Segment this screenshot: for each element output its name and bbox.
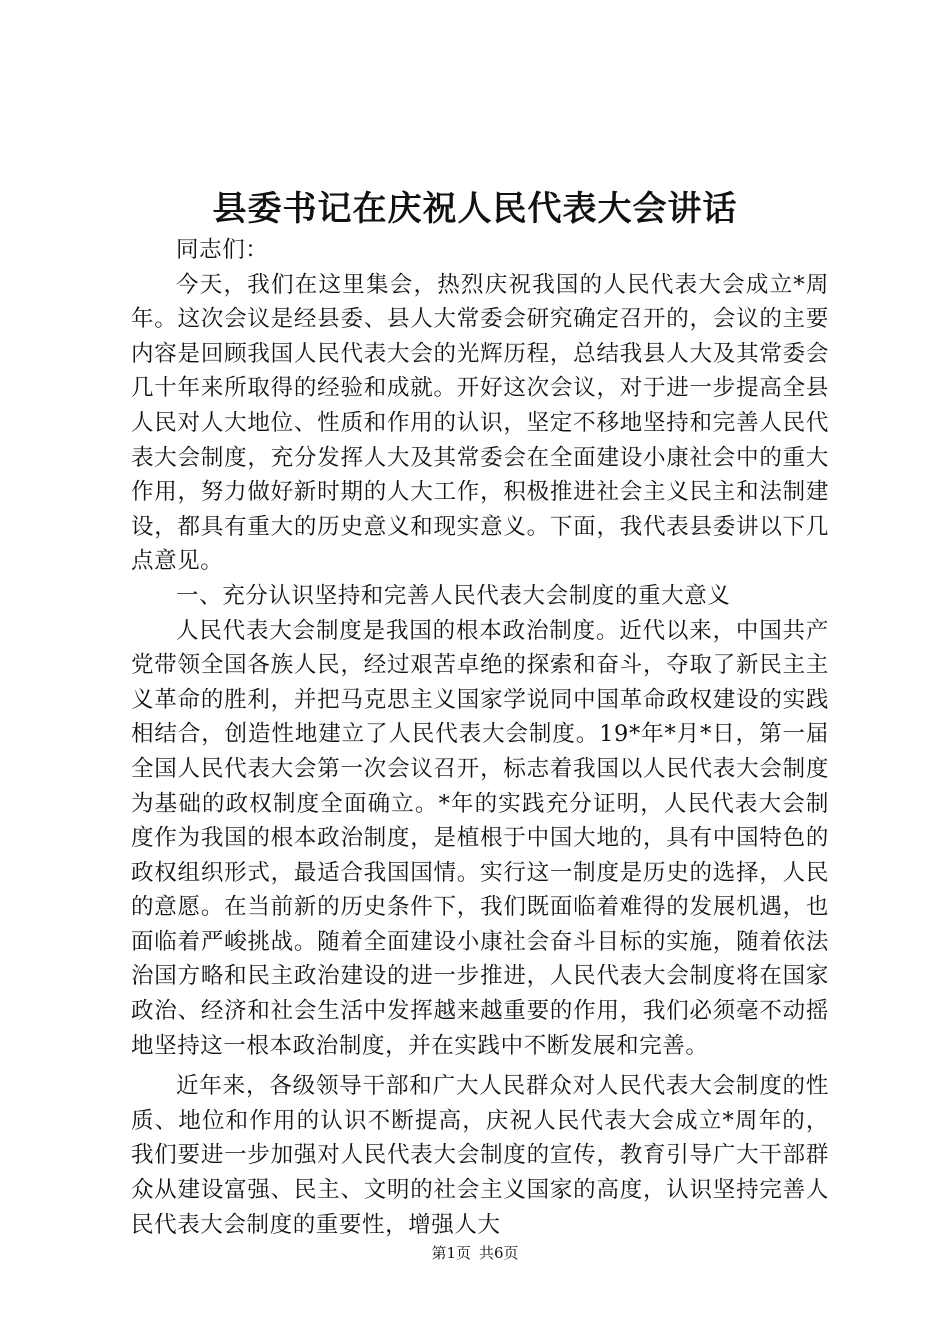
section-heading: 一、充分认识坚持和完善人民代表大会制度的重大意义 [176, 582, 731, 609]
body-paragraph: 人民代表大会制度是我国的根本政治制度。近代以来，中国共产党带领全国各族人民，经过艰苦卓绝的探索和奋斗，夺取了新民主主义革命的胜利，并把马克思主义国家学说同中国革命政权建设的实践相结合，创造性地建立了人民代表大会制度。19*年*月*日，第一届全国人民代表大会第一次会议召开，标志着我国以人民代表大会制度为基础的政权制度全面确立。*年的实践充分证明，人民代表大会制度作为我国的根本政治制度，是植根于中国大地的，具有中国特色的政权组织形式，最适合我国国情。实行这一制度是历史的选择，人民的意愿。在当前新的历史条件下，我们既面临着难得的发展机遇，也面临着严峻挑战。随着全面建设小康社会奋斗目标的实施，随着依法治国方略和民主政治建设的进一步推进，人民代表大会制度将在国家政治、经济和社会生活中发挥越来越重要的作用，我们必须毫不动摇地坚持这一根本政治制度，并在实践中不断发展和完善。 [131, 617, 829, 1059]
page-number: 第1页 [431, 1244, 471, 1262]
document-title: 县委书记在庆祝人民代表大会讲话 [212, 189, 738, 229]
salutation-paragraph: 同志们： [176, 237, 269, 263]
intro-paragraph: 今天，我们在这里集会，热烈庆祝我国的人民代表大会成立*周年。这次会议是经县委、县人大常委会研究确定召开的，会议的主要内容是回顾我国人民代表大会的光辉历程，总结我县人大及其常委会几十年来所取得的经验和成就。开好这次会议，对于进一步提高全县人民对人大地位、性质和作用的认识，坚定不移地坚持和完善人民代表大会制度，充分发挥人大及其常委会在全面建设小康社会中的重大作用，努力做好新时期的人大工作，积极推进社会主义民主和法制建设，都具有重大的历史意义和现实意义。下面，我代表县委讲以下几点意见。 [131, 271, 829, 575]
page-total: 共6页 [479, 1244, 519, 1262]
body-paragraph: 近年来，各级领导干部和广大人民群众对人民代表大会制度的性质、地位和作用的认识不断提高，庆祝人民代表大会成立*周年的，我们要进一步加强对人民代表大会制度的宣传，教育引导广大干部群众从建设富强、民主、文明的社会主义国家的高度，认识坚持完善人民代表大会制度的重要性，增强人大 [131, 1073, 829, 1238]
page-footer [0, 1243, 950, 1263]
document-body [131, 233, 829, 1242]
